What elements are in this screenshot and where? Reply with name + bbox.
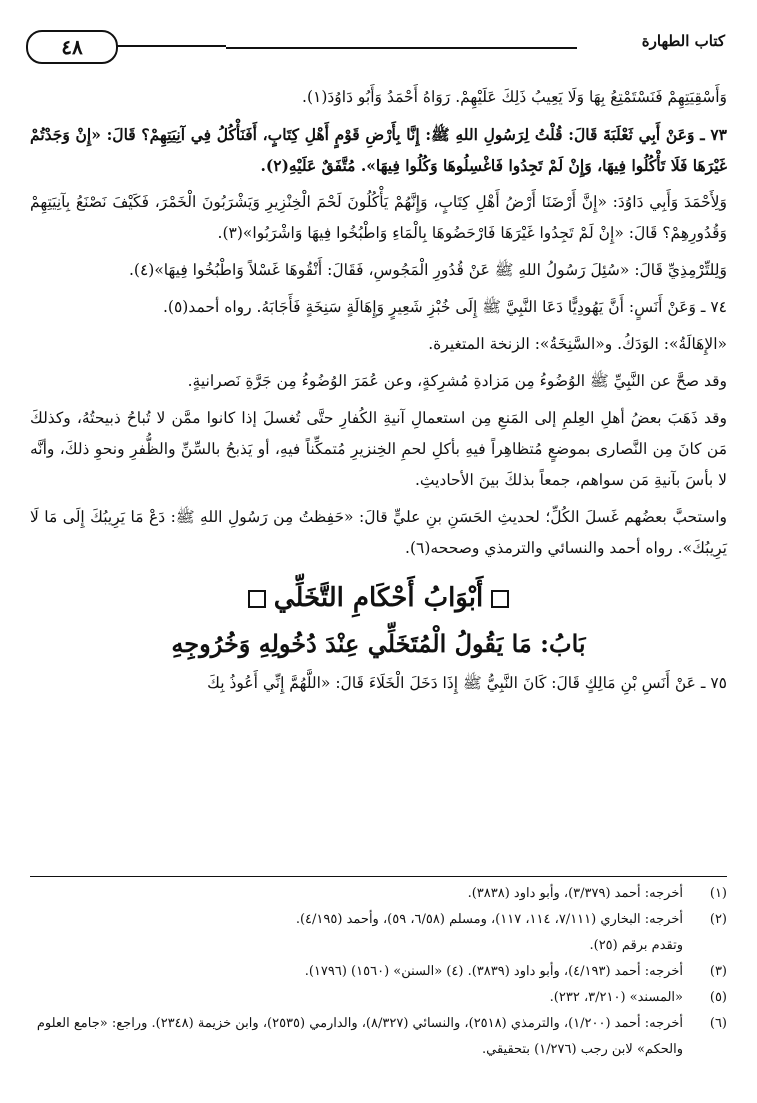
chapter-title: بَابُ: مَا يَقُولُ الْمُتَخَلِّي عِنْدَ دُخُولِهِ وَخُرُوجِهِ (171, 629, 586, 658)
paragraph: وقد ذَهَبَ بعضُ أهلِ العِلمِ إلى المَنعِ مِن استعمالِ آنيةِ الكُفارِ حتَّى تُغسلَ إذا كانوا ممَّن لا تُباحُ ذبيحتُهُ، وكذلكَ مَن كانَ مِن النَّصارى بموضعٍ مُتظاهِراً فيهِ بأكلِ لحمِ الخِنزيرِ مُتمكِّناً فيهِ، أو يَذبحُ بالسِّنِّ والظُّفرِ ونحوِ ذلكَ، وأنَّه لا بأسَ بآنيةِ مَن سواهم، جمعاً بذلكَ بينَ الأحاديثِ. (30, 409, 727, 489)
square-icon (248, 590, 266, 608)
paragraph: وَأَسْقِيَتِهِمْ فَنَسْتَمْتِعُ بِهَا وَلَا يَعِيبُ ذَلِكَ عَلَيْهِمْ. رَوَاهُ أَحْمَدُ وَأَبُو دَاوُدَ(١). (302, 88, 727, 106)
footnote (30, 985, 727, 1011)
page-number: ٤٨ (26, 30, 118, 64)
paragraph: وَلِأَحْمَدَ وَأَبِي دَاوُدَ: «إِنَّ أَرْضَنَا أَرْضُ أَهْلِ كِتَابٍ، وَإِنَّهُمْ يَأْكُلُونَ لَحْمَ الْخِنْزِيرِ وَيَشْرَبُونَ الْخَمْرَ، فَكَيْفَ نَصْنَعُ بِآنِيَتِهِمْ وَقُدُورِهِمْ؟ قَالَ: «إِنْ لَمْ تَجِدُوا غَيْرَهَا فَارْحَضُوهَا بِالْمَاءِ وَاطْبُخُوا فِيهَا وَاشْرَبُوا»(٣). (30, 193, 727, 242)
footnote-number: (٥) (709, 990, 727, 1005)
paragraph: واستحبَّ بعضُهم غَسلَ الكُلِّ؛ لحديثِ الحَسَنِ بنِ عليٍّ قالَ: «حَفِظتُ مِن رَسُولِ اللهِ ﷺ: دَعْ مَا يَرِيبُكَ إِلَى مَا لَا يَرِيبُكَ». رواه أحمد والنسائي والترمذي وصححه(٦). (30, 508, 727, 557)
hadith-74: ٧٤ ـ وَعَنْ أَنَسٍ: أَنَّ يَهُودِيًّا دَعَا النَّبِيَّ ﷺ إِلَى خُبْزِ شَعِيرٍ وَإِهَالَةٍ سَنِخَةٍ فَأَجَابَهُ. رواه أحمد(٥). (162, 298, 727, 316)
footnote-text: وتقدم برقم (٢٥). (589, 938, 683, 953)
footnote-number: (٣) (709, 964, 727, 979)
footnote (30, 1011, 727, 1063)
footnotes (30, 876, 727, 1063)
section-title-text: أَبْوَابُ أَحْكَامِ التَّخَلِّي (273, 583, 484, 613)
header-rule (226, 47, 577, 49)
page-header (26, 30, 725, 70)
gloss: «الإِهَالَةُ»: الوَدَكُ. و«السَّنِخَةُ»: الزنخة المتغيرة. (428, 335, 727, 353)
footnote-rule (30, 876, 727, 877)
hadith-73: ٧٣ ـ وَعَنْ أَبِي ثَعْلَبَةَ قَالَ: قُلْتُ لِرَسُولِ اللهِ ﷺ: إِنَّا بِأَرْضِ قَوْمٍ أَهْلِ كِتَابٍ، أَفَنَأْكُلُ فِي آنِيَتِهِمْ؟ قَالَ: «إِنْ وَجَدْتُمْ غَيْرَهَا فَلَا تَأْكُلُوا فِيهَا، وَإِنْ لَمْ تَجِدُوا فَاغْسِلُوهَا وَكُلُوا فِيهَا». مُتَّفَقٌ عَلَيْهِ(٢). (30, 125, 727, 175)
book-title: كتاب الطهارة (641, 32, 725, 50)
section-title (30, 578, 727, 618)
footnote-text: «المسند» (٣/٢١٠، ٢٣٢). (549, 990, 683, 1005)
footnote-text: أخرجه: أحمد (١/٢٠٠)، والترمذي (٢٥١٨)، والنسائي (٨/٣٢٧)، والدارمي (٢٥٣٥)، وابن خزيمة (٢٣٤٨). وراجع: «جامع العلوم والحكم» لابن رجب (١/٢٧٦) بتحقيقي. (36, 1016, 683, 1057)
footnote-text: أخرجه: أحمد (٤/١٩٣)، وأبو داود (٣٨٣٩). (٤) «السنن» (١٥٦٠) (١٧٩٦). (304, 964, 683, 979)
page-body (30, 82, 727, 705)
footnote (30, 907, 727, 933)
paragraph: وقد صحَّ عن النَّبِيِّ ﷺ الوُضُوءُ مِن مَزادةِ مُشرِكةٍ، وعن عُمَرَ الوُضُوءُ مِن جَرَّةِ نَصرانيةٍ. (187, 372, 727, 390)
footnote (30, 881, 727, 907)
square-icon (491, 590, 509, 608)
footnote-number: (٦) (709, 1016, 727, 1031)
footnote (30, 933, 727, 959)
footnote-text: أخرجه: البخاري (٧/١١١، ١١٤، ١١٧)، ومسلم (٦/٥٨، ٥٩)، وأحمد (٤/١٩٥). (295, 912, 683, 927)
hadith-75: ٧٥ ـ عَنْ أَنَسِ بْنِ مَالِكٍ قَالَ: كَانَ النَّبِيُّ ﷺ إِذَا دَخَلَ الْخَلَاءَ قَالَ: «اللَّهُمَّ إِنِّي أَعُوذُ بِكَ (207, 674, 727, 692)
footnote-number: (١) (709, 886, 727, 901)
footnote (30, 959, 727, 985)
footnote-text: أخرجه: أحمد (٣/٣٧٩)، وأبو داود (٣٨٣٨). (467, 886, 683, 901)
footnote-number: (٢) (709, 912, 727, 927)
paragraph: وَلِلتِّرْمِذِيِّ قَالَ: «سُئِلَ رَسُولُ اللهِ ﷺ عَنْ قُدُورِ الْمَجُوسِ، فَقَالَ: أَنْقُوهَا غَسْلاً وَاطْبُخُوا فِيهَا»(٤). (128, 261, 727, 279)
